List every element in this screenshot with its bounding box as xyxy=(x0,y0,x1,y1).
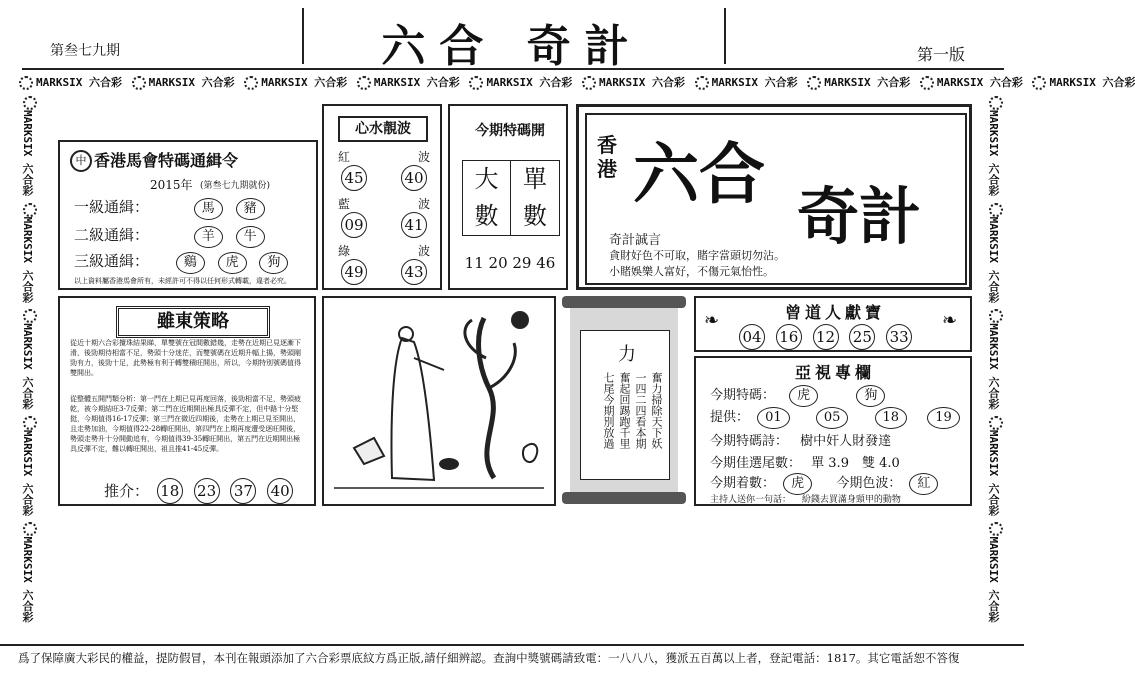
strategy-recommend: 推介： 18 23 37 40 xyxy=(104,478,296,504)
flower-icon xyxy=(23,522,37,536)
tv-host-row: 主持人送你一句話： 紛錢去買滿身頸甲的動物 xyxy=(710,495,901,505)
flower-icon xyxy=(23,96,37,110)
footer-notice: 爲了保障廣大彩民的權益，提防假冒，本刊在報頭添加了六合彩票底紋方爲正版,請仔細辨認。查詢中獎號碼請致電：一八八八，獲派五百萬以上者，登記電話：1817。其它電話恕不答復 xyxy=(18,651,960,665)
flower-icon xyxy=(989,309,1003,323)
logo-motto-1: 貪財好色不可取，賭字當頭切勿沾。 xyxy=(609,249,785,262)
top-pattern-band: MARKSIX 六合彩 MARKSIX 六合彩 MARKSIX 六合彩 MARKSIX 六合彩 MARKSIX 六合彩 MARKSIX 六合彩 MARKSIX 六合彩 MARKSIX 六合彩 MARKSIX 六合彩 MARKSIX 六合彩 xyxy=(16,72,1006,94)
wanted-panel xyxy=(58,140,318,290)
flower-icon xyxy=(1032,76,1046,90)
illustration-panel xyxy=(322,296,556,506)
flower-icon xyxy=(989,203,1003,217)
logo-panel xyxy=(576,104,972,290)
scroll-panel xyxy=(562,296,686,506)
scroll-col-1: 奮力掃除天下妖 xyxy=(650,372,663,449)
tv-panel xyxy=(694,356,972,506)
scholar-tree-illustration xyxy=(324,298,554,504)
scroll-col-4: 七尾今期別放過 xyxy=(602,372,615,449)
flower-icon xyxy=(920,76,934,90)
scroll-top-rod xyxy=(562,296,686,308)
strategy-para-1: 從近十期六合彩攪珠結果睇，單雙號在冠間數錯幾，走勢在近期已見逐漸下滑，後勁期待相當不足，勢頭十分迷茫，而雙號碼在近期升幅上揚，勢頭剛勁有力，後勁十足，此勢極有利于轉雙積旺開出，所以，今期特別號碼值得雙開出。 xyxy=(70,339,301,377)
flower-icon xyxy=(23,309,37,323)
water-panel xyxy=(322,104,442,290)
wanted-row-1: 一級通緝： 馬 豬 xyxy=(74,196,269,220)
title-frame xyxy=(302,8,726,64)
tv-poem-row: 今期特碼詩： 樹中奸人財發達 xyxy=(710,434,892,449)
flower-icon xyxy=(989,96,1003,110)
flower-icon xyxy=(132,76,146,90)
tv-provide-row: 提供： 01 05 18 19 xyxy=(710,406,964,429)
tribute-title: 曾道人獻寶 xyxy=(784,303,885,322)
flower-icon xyxy=(807,76,821,90)
scroll-col-2: 一四二四看本期 xyxy=(634,372,647,449)
logo-big-qiji: 奇計 xyxy=(797,180,922,253)
hkjc-logo-icon: 中 xyxy=(70,150,92,172)
scroll-col-3: 奮起回踢跑千里 xyxy=(618,372,631,449)
tribute-numbers: 04 16 12 25 33 xyxy=(736,324,915,350)
right-pattern-band: MARKSIX 六合彩 MARKSIX 六合彩 MARKSIX 六合彩 MARKSIX 六合彩 MARKSIX 六合彩 xyxy=(984,96,1006,641)
tv-title: 亞視專欄 xyxy=(794,363,875,382)
flower-icon xyxy=(23,416,37,430)
strategy-para-2: 從整體五開門類分析：第一門在上期已見再度回落，後勁相當不足，勢頭疲乾，被今期結旺3-7反彈；第二門在近期開出極具反彈不定，但中路十分堅挺，今期值得16-17反彈；第三門在微近四期後，走勢在上期已見至開出，且走勢加油，今期值得22-28轉旺開出，第四門在上期再度遭受逐旺開後，勢頭走勢升十分開動追有，今期值得39-35轉旺開出，第五門在近期開出極具反彈不定，難以轉旺開出，祖且推41-45反彈。 xyxy=(70,395,301,453)
wanted-year: 2015年 xyxy=(150,178,193,192)
flower-icon xyxy=(19,76,33,90)
wanted-issue-note: (第叁七九期就份) xyxy=(200,181,271,191)
special-title: 今期特碼開 xyxy=(475,123,545,139)
logo-big-liuhe: 六合 xyxy=(633,136,765,213)
tribute-panel xyxy=(694,296,972,352)
wanted-row-2: 二級通緝： 羊 牛 xyxy=(74,224,269,248)
flower-icon xyxy=(469,76,483,90)
water-rows: 紅 波 45 40 藍 波 09 41 綠 波 49 43 xyxy=(338,148,430,285)
flower-icon xyxy=(244,76,258,90)
scroll-bottom-rod xyxy=(562,492,686,504)
strategy-panel xyxy=(58,296,316,506)
special-panel xyxy=(448,104,568,290)
special-grid: 大 單 數 數 xyxy=(462,160,560,236)
tv-count-row: 今期着數： 虎 今期色波： 紅 xyxy=(710,472,942,495)
issue-number: 第叁七九期 xyxy=(50,43,120,59)
strategy-title: 雖東策略 xyxy=(116,306,270,338)
logo-motto-title: 奇計誠言 xyxy=(609,233,662,248)
flower-icon xyxy=(582,76,596,90)
left-ornament-icon: ❧ xyxy=(704,310,720,331)
right-ornament-icon: ❧ xyxy=(942,310,958,331)
left-pattern-band: MARKSIX 六合彩 MARKSIX 六合彩 MARKSIX 六合彩 MARKSIX 六合彩 MARKSIX 六合彩 xyxy=(18,96,40,641)
tv-special-row: 今期特碼： 虎 狗 xyxy=(710,384,889,407)
logo-region: 香港 xyxy=(597,133,617,181)
page-title: 六合 奇計 xyxy=(381,21,643,72)
flower-icon xyxy=(989,416,1003,430)
header-banner xyxy=(22,8,1004,72)
footer-rule xyxy=(0,644,1024,646)
flower-icon xyxy=(23,203,37,217)
edition-label: 第一版 xyxy=(917,45,966,64)
special-numbers: 11 20 29 46 xyxy=(464,254,556,272)
tv-tail-row: 今期佳選尾數： 單 3.9 雙 4.0 xyxy=(710,456,900,471)
wanted-title: 香港馬會特碼通緝令 xyxy=(94,151,239,170)
flower-icon xyxy=(357,76,371,90)
wanted-row-3: 三級通緝： 鷄 虎 狗 xyxy=(74,250,292,274)
scroll-title: 力 xyxy=(618,344,636,365)
flower-icon xyxy=(695,76,709,90)
logo-motto-2: 小賭娛樂人富好，不傷元氣怡性。 xyxy=(609,265,774,278)
header-rule xyxy=(22,68,1004,70)
wanted-footnote: 以上資料屬香港馬會所有，未經許可不得以任何形式轉載，違者必究。 xyxy=(74,277,291,285)
water-title: 心水靚波 xyxy=(338,116,428,142)
flower-icon xyxy=(989,522,1003,536)
